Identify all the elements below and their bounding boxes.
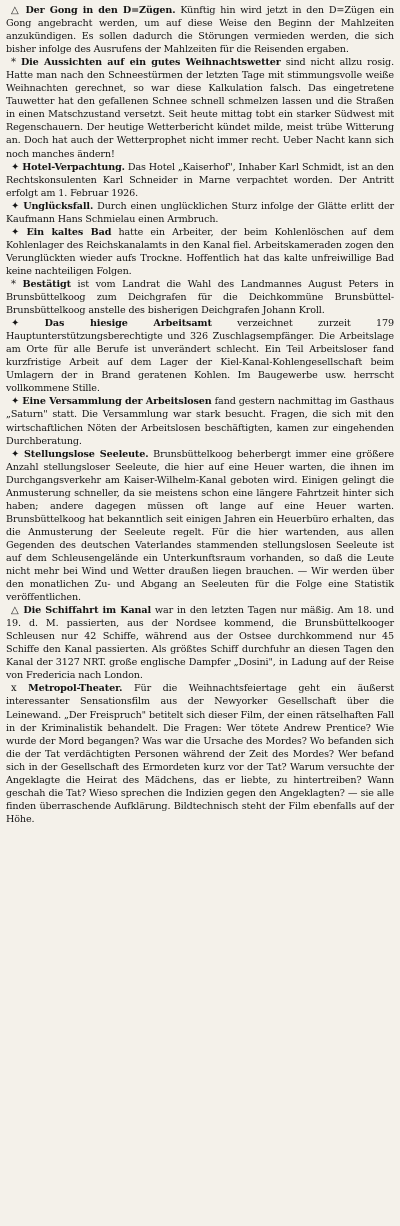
news-body: ist vom Landrat die Wahl des Landmannes August Peters in Brunsbüttelkoog zum Deichgrafen für die Deichkommüne Brunsbüttel-Brunsbüttelkoog anstelle des bisherigen Deichgrafen Johann Kroll. bbox=[6, 278, 394, 317]
news-headline: Die Schiffahrt im Kanal bbox=[23, 605, 152, 617]
diamond-marker-icon: ✦ bbox=[11, 226, 20, 238]
news-headline: Der Gong in den D=Zügen. bbox=[25, 5, 176, 16]
diamond-marker-icon: ✦ bbox=[11, 318, 20, 330]
news-headline: Unglücksfall. bbox=[23, 200, 94, 212]
news-item-theater bbox=[6, 682, 394, 826]
news-item-gong bbox=[6, 4, 394, 56]
asterisk-marker-icon: * bbox=[11, 57, 16, 69]
x-marker-icon: x bbox=[11, 683, 17, 695]
news-headline: Das hiesige Arbeitsamt bbox=[44, 318, 212, 330]
news-headline: Stellungslose Seeleute. bbox=[23, 448, 149, 460]
diamond-marker-icon: ✦ bbox=[11, 396, 20, 408]
news-body: sind nicht allzu rosig. Hatte man nach den Schneestürmen der letzten Tage mit stimmungsvolle weiße Weihnachten gerechnet, so war diese Kalkulation falsch. Das eingetretene Tauwetter hat den gefallenen Schnee schnell schmelzen lassen und die Straßen in einen Matschzustand versetzt. Seit heute mittag tobt ein starker Südwest mit Regenschauern. Der heutige Wetterbericht kündet milde, meist trübe Witterung an. Doch hat auch der Wetterprophet nicht immer recht. Ueber Nacht kann sich noch manches ändern! bbox=[6, 57, 394, 160]
news-item-accident bbox=[6, 200, 394, 226]
news-body: war in den letzten Tagen nur mäßig. Am 18. und 19. d. M. passierten, aus der Nordsee kommend, die Brunsbüttelkooger Schleusen nur 42 Schiffe, während aus der Ostsee durchkommend nur 45 Schiffe den Kanal passierten. Als größtes Schiff durchfuhr an diesen Tagen den Kanal der 3127 NRT. große englische Dampfer „Dosini", in Ladung auf der Reise von Fredericia nach London. bbox=[6, 605, 394, 682]
news-item-seamen bbox=[6, 448, 394, 605]
news-body: Für die Weihnachtsfeiertage geht ein äußerst interessanter Sensationsfilm aus der Newyorker Gesellschaft über die Leinewand. „Der Freispruch" betitelt sich dieser Film, der einen rätselhaften Fall in der Kriminalistik behandelt. Die Fragen: Wer tötete Andrew Prentice? Wie wurde der Mord begangen? Was war die Ursache des Mordes? Wo befanden sich die der Tat verdächtigten Personen während der Zeit des Mordes? Wer befand sich in der Gesellschaft des Ermordeten kurz vor der Tat? Warum versuchte der Angeklagte die Heirat des Mädchens, das er liebte, zu hintertreiben? Wann geschah die Tat? Wieso sprechen die Indizien gegen den Angeklagten? — sie alle finden überraschende Aufklärung. Bildtechnisch steht der Film ebenfalls auf der Höhe. bbox=[6, 683, 394, 825]
news-headline: Bestätigt bbox=[22, 278, 71, 290]
news-item-shipping bbox=[6, 604, 394, 682]
news-body: hatte ein Arbeiter, der beim Kohlenlöschen auf dem Kohlenlager des Reichskanalamts in den Kanal fiel. Arbeitskameraden zogen den Verunglückten wieder aufs Trockne. Hoffentlich hat das kalte unfreiwillige Bad keine nachteiligen Folgen. bbox=[6, 226, 394, 277]
news-body: Brunsbüttelkoog beherbergt immer eine größere Anzahl stellungsloser Seeleute, die hier auf eine Heuer warten, die ihnen im Durchgangsverkehr am Kaiser-Wilhelm-Kanal geboten wird. Einigen gelingt die Anmusterung schneller, da sie meistens schon eine längere Fahrtzeit hinter sich haben; andere dagegen müssen oft lange auf eine Heuer warten. Brunsbüttelkoog hat bekanntlich seit einigen Jahren ein Heuerbüro erhalten, das die Anmusterung der Seeleute regelt. Für die hier wartenden, aus allen Gegenden des deutschen Vaterlandes stammenden stellungslosen Seeleute ist auf dem Schleusengelände ein Unterkunftsraum vorhanden, so daß die Leute nicht mehr bei Wind und Wetter draußen liegen brauchen. — Wir werden über den monatlichen Zu- und Abgang an Seeleuten für die Folge eine Statistik veröffentlichen. bbox=[6, 448, 394, 604]
diamond-marker-icon: ✦ bbox=[11, 448, 20, 460]
newspaper-column bbox=[6, 4, 394, 826]
news-body: Künftig hin wird jetzt in den D=Zügen ein Gong angebracht werden, um auf diese Weise den Beginn der Mahlzeiten anzukündigen. Es sollen dadurch die Störungen vermieden werden, die sich bisher infolge des Ausrufens der Mahlzeiten für die Reisenden ergaben. bbox=[6, 5, 395, 56]
news-item-confirmed bbox=[6, 278, 394, 317]
news-headline: Metropol-Theater. bbox=[28, 683, 123, 695]
diamond-marker-icon: ✦ bbox=[11, 200, 20, 212]
diamond-marker-icon: ✦ bbox=[11, 161, 20, 173]
news-item-cold-bath bbox=[6, 226, 394, 278]
news-body: verzeichnet zurzeit 179 Hauptunterstützungsberechtigte und 326 Zuschlagsempfänger. Die Arbeitslage am Orte für alle Berufe ist unverändert schlecht. Ein Teil Arbeitsloser fand kurzfristige Arbeit auf dem Lager der Kiel-Kanal-Kohlengesellschaft beim Umlagern der in Brand geratenen Kohlen. Im Baugewerbe usw. herrscht vollkommene Stille. bbox=[6, 318, 394, 395]
news-body: fand gestern nachmittag im Gasthaus „Saturn" statt. Die Versammlung war stark besucht. Fragen, die sich mit den wirtschaftlichen Nöten der Arbeitslosen beschäftigten, kamen zur eingehenden Durchberatung. bbox=[6, 396, 394, 447]
news-item-labour-office bbox=[6, 317, 394, 395]
news-headline: Ein kaltes Bad bbox=[26, 226, 112, 238]
news-headline: Hotel-Verpachtung. bbox=[22, 161, 125, 173]
news-headline: Die Aussichten auf ein gutes Weihnachtswetter bbox=[20, 57, 281, 69]
news-item-assembly bbox=[6, 395, 394, 447]
news-body: Durch einen unglücklichen Sturz infolge der Glätte erlitt der Kaufmann Hans Schmielau einen Armbruch. bbox=[6, 200, 394, 225]
asterisk-marker-icon: * bbox=[11, 278, 16, 290]
triangle-marker-icon: △ bbox=[11, 5, 21, 16]
news-headline: Eine Versammlung der Arbeitslosen bbox=[22, 396, 212, 408]
news-item-weather bbox=[6, 56, 394, 160]
news-body: Das Hotel „Kaiserhof", Inhaber Karl Schmidt, ist an den Rechtskonsulenten Karl Schneider in Marne verpachtet worden. Der Antritt erfolgt am 1. Februar 1926. bbox=[6, 161, 394, 199]
news-item-hotel bbox=[6, 161, 394, 200]
triangle-marker-icon: △ bbox=[11, 605, 20, 617]
